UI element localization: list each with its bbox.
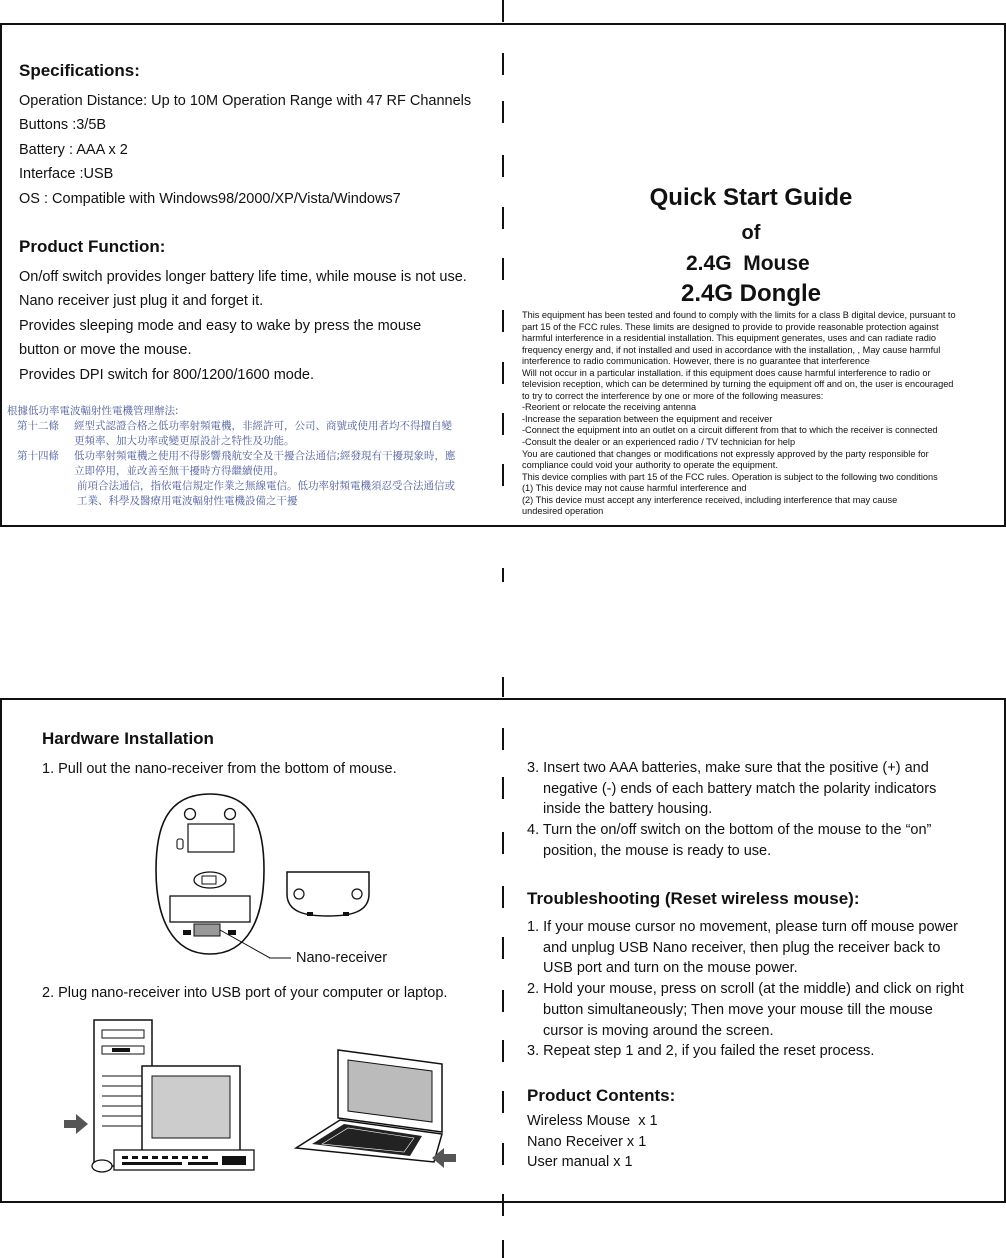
ncc-text: 低功率射頻電機之使用不得影響飛航安全及干擾合法通信;經發現有干擾現象時，應 (74, 450, 456, 462)
mouse-label-plate (188, 824, 234, 852)
guide-of: of (741, 222, 761, 244)
spec-line: Battery : AAA x 2 (19, 141, 128, 158)
desk-mouse (92, 1160, 112, 1172)
battery-housing (170, 896, 250, 922)
mouse-foot (185, 809, 196, 820)
fcc-statement (522, 310, 1000, 518)
install-step: 4. Turn the on/off switch on the bottom of the mouse to the “on” (527, 822, 932, 839)
fold-mark (502, 1240, 504, 1258)
nano-receiver-slot (194, 924, 220, 936)
leader-line-extension (269, 954, 293, 962)
battery-cover-illustration (283, 868, 373, 920)
fcc-line: You are cautioned that changes or modifications not expressly approved by the party responsible for (522, 448, 929, 459)
ncc-text: 更頻率、加大功率或變更原設計之特性及功能。 (74, 435, 295, 447)
install-step: 3. Insert two AAA batteries, make sure that the positive (+) and (527, 760, 929, 776)
fcc-line: interference to radio communication. However, there is no guarantee that interference (522, 356, 870, 367)
ncc-text: 經型式認證合格之低功率射頻電機，非經許可，公司、商號或使用者均不得擅自變 (74, 420, 452, 432)
ncc-text: 工業、科學及醫療用電波輻射性電機設備之干擾 (77, 495, 298, 507)
fcc-line: frequency energy and, if not installed and used in accordance with the installation, , May cause harmful (522, 344, 941, 355)
fcc-line: part 15 of the FCC rules. These limits are designed to provide to provide reasonable protection against (522, 321, 939, 332)
product-contents-list (527, 1111, 658, 1173)
guide-title: Quick Start Guide (649, 184, 853, 211)
mouse-foot (183, 930, 191, 935)
fcc-line: This device complies with part 15 of the FCC rules. Operation is subject to the following two conditions (522, 471, 938, 482)
ncc-text: 前項合法通信，指依電信規定作業之無線電信。低功率射頻電機須忍受合法通信或 (77, 480, 455, 492)
ncc-title: 根據低功率電波輻射性電機管理辦法: (7, 405, 179, 417)
install-steps-continued (527, 758, 936, 862)
fcc-line: -Connect the equipment into an outlet on a circuit different from that to which the receiver is connected (522, 425, 938, 436)
spec-line: OS : Compatible with Windows98/2000/XP/Vista/Windows7 (19, 190, 401, 207)
troubleshooting-step: 1. If your mouse cursor no movement, please turn off mouse power (527, 919, 958, 935)
troubleshooting-heading: Troubleshooting (Reset wireless mouse): (527, 889, 860, 908)
usb-arrow-icon (64, 1114, 88, 1134)
fcc-line: undesired operation (522, 506, 604, 517)
fcc-line: This equipment has been tested and found to comply with the limits for a class B digital device, pursuant to (522, 310, 956, 320)
troubleshooting-step: and unplug USB Nano receiver, then plug the receiver back to (543, 939, 941, 956)
fcc-line: -Increase the separation between the equipment and receiver (522, 413, 773, 424)
laptop-screen (348, 1060, 432, 1122)
function-line: Provides sleeping mode and easy to wake by press the mouse (19, 317, 422, 334)
fcc-line: -Reorient or relocate the receiving antenna (522, 402, 697, 413)
spec-line: Interface :USB (19, 166, 114, 183)
function-line: Provides DPI switch for 800/1200/1600 mode. (19, 366, 314, 383)
spec-line: Operation Distance: Up to 10M Operation Range with 47 RF Channels (19, 93, 472, 109)
troubleshooting-step: 2. Hold your mouse, press on scroll (at the middle) and click on right (527, 981, 964, 998)
contents-item: Nano Receiver x 1 (527, 1133, 647, 1150)
install-step: position, the mouse is ready to use. (543, 842, 772, 859)
fold-mark (502, 568, 504, 582)
sensor-switch (202, 876, 216, 884)
troubleshooting-step: 3. Repeat step 1 and 2, if you failed the reset process. (527, 1043, 875, 1060)
cover-hole (352, 889, 362, 899)
hardware-step-1: 1. Pull out the nano-receiver from the bottom of mouse. (42, 761, 397, 777)
product-function-section (19, 237, 467, 387)
hardware-step-2: 2. Plug nano-receiver into USB port of your computer or laptop. (42, 985, 448, 1001)
mouse-model-label: 2.4G Mouse (686, 252, 810, 275)
troubleshooting-step: button simultaneously; Then move your mouse till the mouse (543, 1001, 933, 1018)
fold-mark (502, 0, 504, 22)
function-line: On/off switch provides longer battery life time, while mouse is not use. (19, 269, 467, 285)
function-line: button or move the mouse. (19, 342, 192, 359)
cover-hole (294, 889, 304, 899)
fcc-line: to try to correct the interference by one or more of the following measures: (522, 390, 824, 401)
monitor-screen (152, 1076, 230, 1138)
dongle-model-label: 2.4G Dongle (680, 280, 822, 307)
mouse-foot (225, 809, 236, 820)
fcc-line: compliance could void your authority to operate the equipment. (522, 460, 778, 471)
troubleshooting-step: USB port and turn on the mouse power. (543, 960, 798, 977)
nano-receiver-label: Nano-receiver (296, 950, 388, 966)
troubleshooting-step: cursor is moving around the screen. (543, 1022, 774, 1039)
troubleshooting-list (527, 917, 964, 1062)
fcc-line: harmful interference in a residential installation. This equipment generates, uses and can radiate radio (522, 333, 937, 344)
sensor (194, 872, 226, 888)
fcc-line: -Consult the dealer or an experienced radio / TV technician for help (522, 437, 796, 448)
spec-line: Buttons :3/5B (19, 117, 107, 134)
ncc-text: 立即停用，並改善至無干擾時方得繼續使用。 (74, 465, 284, 477)
fcc-line: (1) This device may not cause harmful interference and (522, 483, 747, 494)
specifications-heading: Specifications: (19, 61, 140, 80)
install-step: negative (-) ends of each battery match the polarity indicators (543, 780, 937, 797)
fcc-line: (2) This device must accept any interference received, including interference that may cause (522, 494, 898, 505)
install-step: inside the battery housing. (543, 801, 713, 818)
contents-item: Wireless Mouse x 1 (527, 1113, 658, 1129)
fcc-line: Will not occur in a particular installation. if this equipment does cause harmful interference to radio or (522, 367, 931, 378)
product-function-heading: Product Function: (19, 237, 166, 256)
specifications-section (19, 61, 471, 211)
hardware-heading: Hardware Installation (42, 729, 214, 748)
mouse-bottom-illustration (150, 790, 270, 958)
power-switch (177, 839, 183, 849)
fcc-line: television reception, which can be determined by turning the equipment off and on, the user is encouraged (522, 379, 954, 390)
laptop-illustration (292, 1044, 462, 1168)
fold-mark (502, 677, 504, 697)
taiwan-ncc-notice (7, 404, 492, 509)
mouse-foot (228, 930, 236, 935)
leader-line (220, 930, 270, 958)
product-contents-heading: Product Contents: (527, 1086, 676, 1105)
ncc-article-12-label: 第十二條 (17, 420, 59, 432)
desktop-computer-illustration (62, 1016, 272, 1178)
function-line: Nano receiver just plug it and forget it. (19, 293, 264, 310)
contents-item: User manual x 1 (527, 1154, 633, 1171)
ncc-article-14-label: 第十四條 (17, 450, 59, 462)
